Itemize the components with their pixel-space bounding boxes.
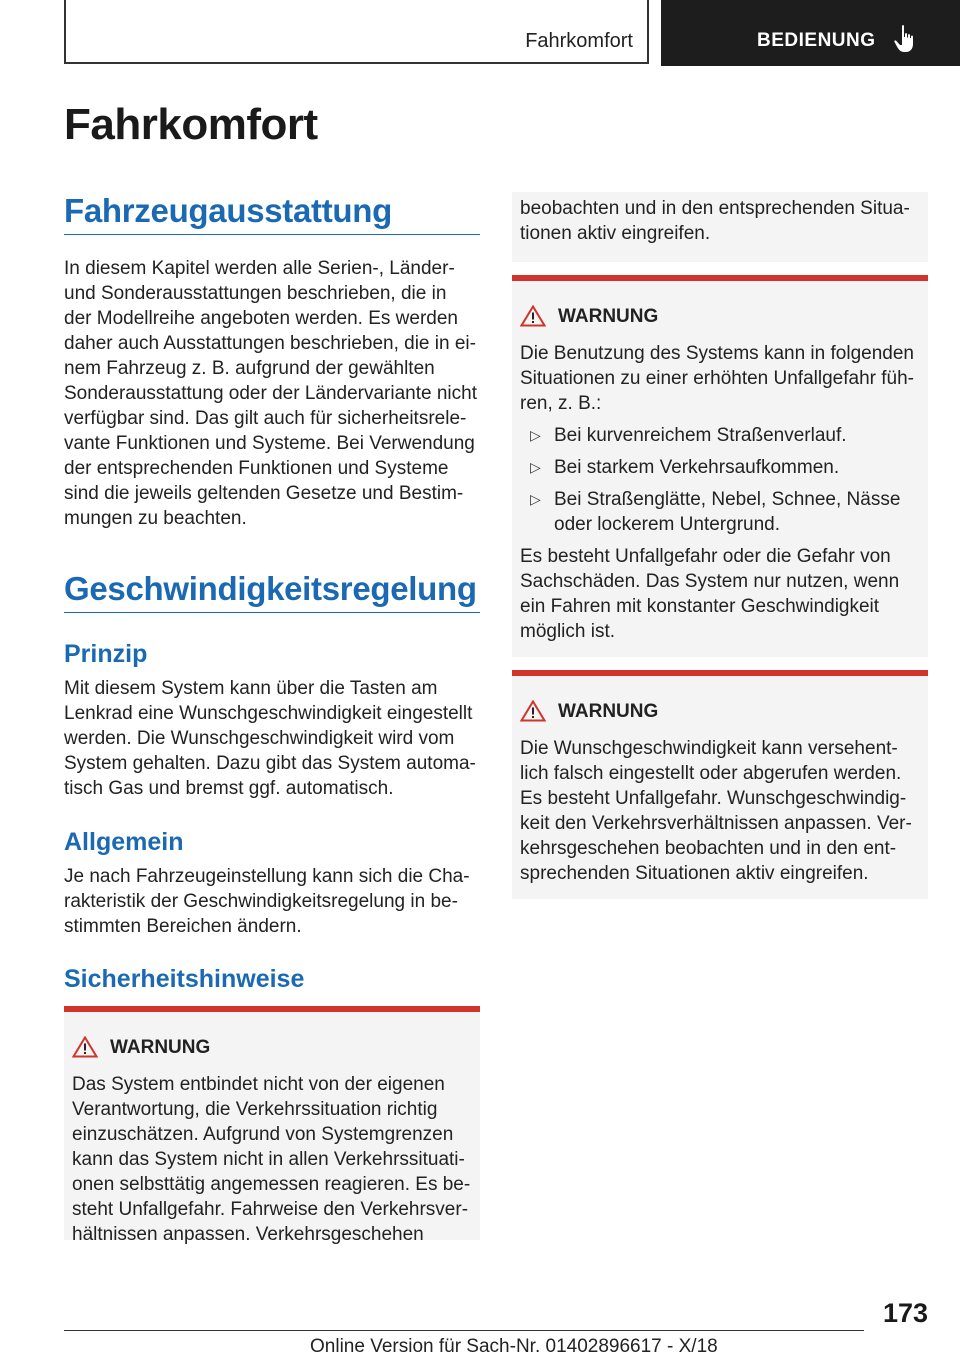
- running-header-section-label: Fahrkomfort: [525, 30, 633, 52]
- subheading-allgemein: Allgemein: [64, 828, 184, 856]
- page-title: Fahrkomfort: [64, 100, 318, 149]
- page-number: 173: [882, 1298, 928, 1328]
- warning-label: WARNUNG: [558, 701, 659, 722]
- section-heading-geschwindigkeitsregelung: Geschwindigkeitsregelung: [64, 570, 480, 613]
- footer-text: Online Version für Sach-Nr. 01402896617 - X/18: [310, 1336, 718, 1357]
- chapter-tab: [661, 0, 960, 66]
- warning-text-continued: beobachten und in den entsprechenden Situa- tionen aktiv eingreifen.: [520, 198, 910, 244]
- section-heading-fahrzeugausstattung: Fahrzeugausstattung: [64, 192, 480, 235]
- subheading-prinzip: Prinzip: [64, 640, 148, 668]
- warning-outro: Es besteht Unfallgefahr oder die Gefahr von Sachschäden. Das System nur nutzen, wenn ein Fahren mit konstanter Geschwindigkeit möglich ist.: [520, 546, 900, 642]
- warning-box-continued: [512, 192, 928, 262]
- warning-text: Das System entbindet nicht von der eigenen Verantwortung, die Verkehrssituation richtig einzuschätzen. Aufgrund von Systemgrenzen kann das System nicht in allen Verkehrssituati- onen selbsttätig angemessen reagieren. Es be- steht Unfallgefahr. Fahrweise den Verkehrsver- hältnissen anpassen. Verkehrsgeschehen: [72, 1074, 471, 1245]
- pointing-hand-icon: [893, 24, 917, 54]
- warning-bullet-list: [520, 423, 924, 544]
- list-item: ▷ Bei Straßenglätte, Nebel, Schnee, Nässe oder lockerem Untergrund.: [520, 487, 924, 537]
- warning-box: [512, 670, 928, 899]
- warning-triangle-icon: [72, 1036, 98, 1058]
- warning-triangle-icon: [520, 700, 546, 722]
- intro-paragraph: In diesem Kapitel werden alle Serien-, Länder- und Sonderausstattungen beschrieben, die in der Modellreihe angeboten werden. Es werden daher auch Ausstattungen beschrieben, die in ei- nem Fahrzeug z. B. aufgrund der gewählten Sonderausstattung oder der Ländervariante nicht verfügbar sind. Das gilt auch für sicherheitsrele- vante Funktionen und Systeme. Bei Verwendung der entsprechenden Funktionen und Systeme sind die jeweils geltenden Gesetze und Bestim- mungen zu beachten.: [64, 258, 477, 529]
- warning-text: Die Wunschgeschwindigkeit kann versehent- lich falsch eingestellt oder abgerufen werden. Es besteht Unfallgefahr. Wunschgeschwindig- keit den Verkehrsverhältnissen anpassen. Ver- kehrsgeschehen beobachten und in den ent- sprechenden Situationen aktiv eingreifen.: [520, 738, 912, 884]
- warning-label: WARNUNG: [110, 1037, 211, 1058]
- prinzip-paragraph: Mit diesem System kann über die Tasten am Lenkrad eine Wunschgeschwindigkeit eingestellt werden. Die Wunschgeschwindigkeit wird vom System gehalten. Dazu gibt das System automa- tisch Gas und bremst ggf. automatisch.: [64, 678, 476, 799]
- warning-intro: Die Benutzung des Systems kann in folgenden Situationen zu einer erhöhten Unfallgefahr füh- ren, z. B.:: [520, 343, 914, 414]
- allgemein-paragraph: Je nach Fahrzeugeinstellung kann sich die Cha- rakteristik der Geschwindigkeitsregelung in be- stimmten Bereichen ändern.: [64, 866, 470, 937]
- list-item: ▷ Bei starkem Verkehrsaufkommen.: [520, 455, 924, 480]
- subheading-sicherheitshinweise: Sicherheitshinweise: [64, 965, 305, 993]
- warning-label: WARNUNG: [558, 306, 659, 327]
- list-item: ▷ Bei kurvenreichem Straßenverlauf.: [520, 423, 924, 448]
- running-header-section: [64, 0, 649, 64]
- footer-divider: [64, 1330, 864, 1331]
- warning-box: [512, 275, 928, 657]
- chapter-tab-label: BEDIENUNG: [757, 30, 876, 51]
- warning-box: [64, 1006, 480, 1245]
- warning-triangle-icon: [520, 305, 546, 327]
